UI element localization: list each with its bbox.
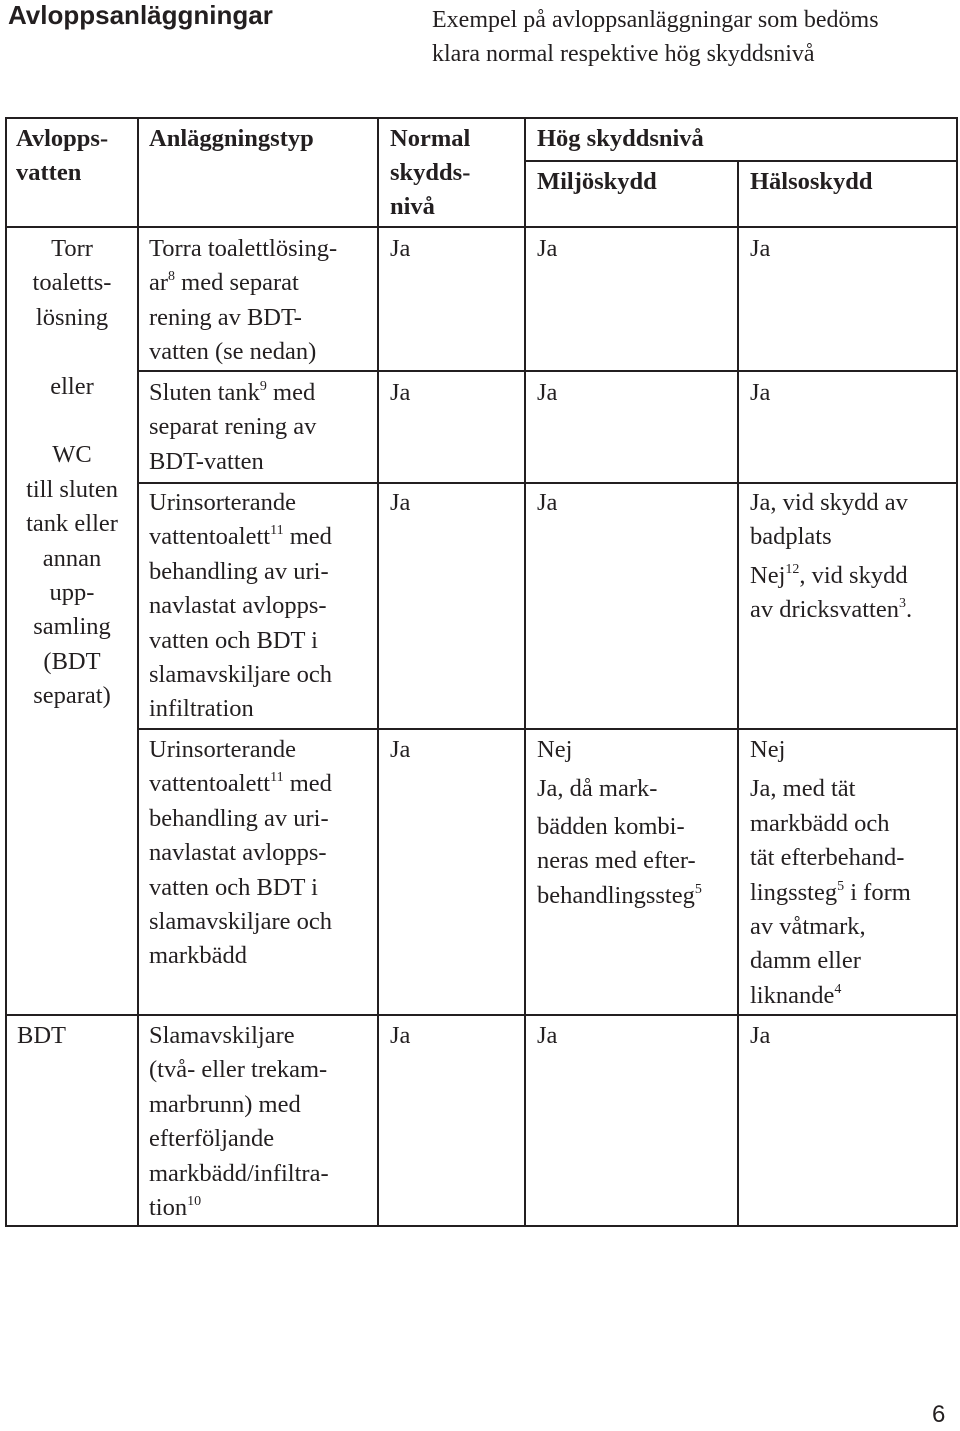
miljo-line: behandlingssteg$^5$ — [537, 881, 702, 909]
page-number: 6 — [932, 1401, 946, 1428]
table-caption: Exempel på avloppsanläggningar som bedöms klara normal respektive hög skyddsnivå — [432, 7, 879, 67]
row4-type — [149, 733, 332, 974]
row2-type — [149, 376, 316, 479]
type-line: Urinsorterande — [149, 736, 296, 763]
header-hog-skyddsniva: Hög skyddsnivå — [537, 125, 704, 152]
type-line: efterföljande — [149, 1125, 275, 1153]
page-title: Avloppsanläggningar — [8, 0, 273, 30]
miljo-line: bädden kombi- — [537, 812, 685, 840]
row-divider-4 — [5, 1014, 958, 1016]
header-miljoskydd: Miljöskydd — [537, 168, 657, 195]
halso-line: liknande$^4$ — [750, 981, 842, 1009]
halso-line: badplats — [750, 523, 832, 551]
halso-line: Nej$^{12}$, vid skydd — [750, 561, 908, 589]
table-border-top — [5, 117, 958, 119]
row2-miljo: Ja — [537, 379, 558, 406]
type-line: tion$^{10}$ — [149, 1194, 202, 1222]
halso-line: av våtmark, — [750, 913, 866, 941]
header-divider — [5, 226, 958, 228]
halso-line: Ja, vid skydd av — [750, 489, 908, 516]
type-line: vatten (se nedan) — [149, 338, 317, 366]
row5-halso: Ja — [750, 1022, 771, 1049]
type-line: vatten och BDT i — [149, 873, 318, 901]
toilet-solution-label: Torr toaletts- lösning eller WC till sluten tank eller annan upp- samling (BDT separat) — [26, 235, 118, 710]
halso-line: markbädd och — [750, 809, 890, 837]
row-divider-2 — [138, 482, 958, 484]
halso-line: lingssteg$^5$ i form — [750, 878, 911, 906]
type-line: BDT-vatten — [149, 447, 264, 475]
header-halsoskydd: Hälsoskydd — [750, 168, 873, 195]
col-divider-4 — [737, 160, 739, 1227]
row4-halso — [750, 733, 911, 1013]
row3-halso — [750, 486, 912, 628]
row3-normal: Ja — [390, 489, 411, 516]
type-line: vatten och BDT i — [149, 626, 318, 654]
row5-type — [149, 1019, 329, 1225]
row3-type — [149, 486, 332, 727]
row1-type — [149, 232, 337, 370]
header-avloppsvatten: Avlopps- vatten — [16, 125, 109, 186]
type-line: Torra toalettlösing- — [149, 235, 338, 262]
type-line: markbädd — [149, 942, 247, 970]
row5-miljo: Ja — [537, 1022, 558, 1049]
type-line: vattentoalett$^{11}$ med — [149, 770, 332, 798]
halso-line: damm eller — [750, 947, 861, 975]
type-line: separat rening av — [149, 413, 317, 441]
row4-miljo — [537, 733, 702, 913]
table-border-bottom — [5, 1225, 958, 1227]
row-divider-1 — [138, 370, 958, 372]
row3-miljo: Ja — [537, 489, 558, 516]
type-line: Sluten tank$^9$ med — [149, 379, 316, 406]
row2-halso: Ja — [750, 379, 771, 406]
type-line: vattentoalett$^{11}$ med — [149, 523, 332, 551]
halso-line: tät efterbehand- — [750, 844, 905, 872]
row1-normal: Ja — [390, 235, 411, 262]
col-divider-3 — [524, 117, 526, 1227]
miljo-line: Ja, då mark- — [537, 775, 658, 803]
type-line: behandling av uri- — [149, 557, 329, 585]
type-line: Urinsorterande — [149, 489, 296, 516]
row-divider-3 — [138, 728, 958, 730]
high-level-divider — [525, 160, 958, 162]
row1-halso: Ja — [750, 235, 771, 262]
col-divider-2 — [377, 117, 379, 1227]
bdt-label: BDT — [17, 1022, 66, 1049]
type-line: (två- eller trekam- — [149, 1056, 328, 1084]
col-divider-1 — [137, 117, 139, 1227]
row5-normal: Ja — [390, 1022, 411, 1049]
header-normal-skyddsniva: Normal skydds- nivå — [390, 125, 471, 220]
row4-normal: Ja — [390, 736, 411, 763]
miljo-line: neras med efter- — [537, 847, 696, 875]
type-line: slamavskiljare och — [149, 908, 333, 936]
type-line: navlastat avlopps- — [149, 839, 327, 867]
miljo-line: Nej — [537, 736, 573, 763]
type-line: $ar^8$ med separat — [149, 269, 299, 297]
row1-miljo: Ja — [537, 235, 558, 262]
type-line: rening av BDT- — [149, 303, 302, 331]
type-line: markbädd/infiltra- — [149, 1159, 329, 1187]
type-line: marbrunn) med — [149, 1090, 301, 1118]
halso-line: Nej — [750, 736, 786, 763]
header-anlaggningstyp: Anläggningstyp — [149, 125, 314, 152]
row2-normal: Ja — [390, 379, 411, 406]
halso-line: av dricksvatten$^3$. — [750, 596, 913, 624]
type-line: behandling av uri- — [149, 804, 329, 832]
table-border-right — [956, 117, 958, 1227]
type-line: navlastat avlopps- — [149, 592, 327, 620]
type-line: slamavskiljare och — [149, 661, 333, 689]
type-line: infiltration — [149, 695, 254, 723]
halso-line: Ja, med tät — [750, 775, 856, 803]
type-line: Slamavskiljare — [149, 1022, 295, 1049]
